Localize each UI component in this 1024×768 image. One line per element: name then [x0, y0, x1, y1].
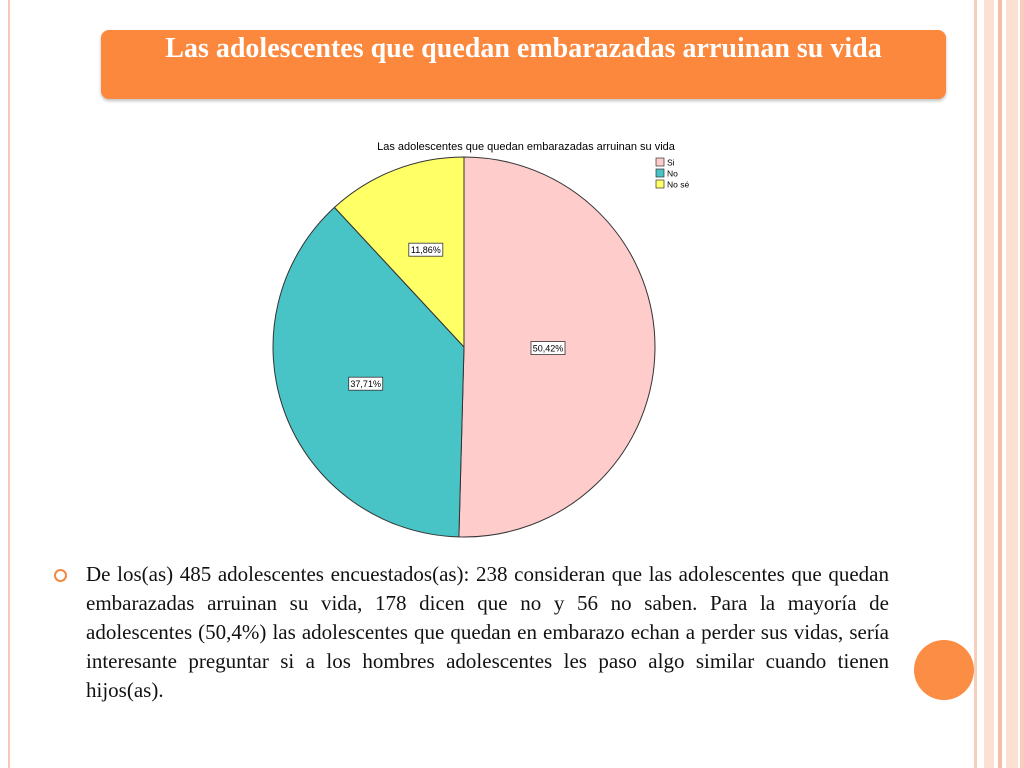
legend-swatch [656, 158, 664, 166]
chart-title: Las adolescentes que quedan embarazadas arruinan su vida [377, 141, 675, 153]
bullet-icon [54, 569, 67, 582]
slide-title: Las adolescentes que quedan embarazadas arruinan su vida [101, 30, 946, 99]
data-label: 37,71% [350, 379, 381, 390]
data-label: 11,86% [410, 245, 441, 256]
pie-slices [273, 157, 655, 537]
data-label: 50,42% [532, 343, 564, 354]
legend-label: No sé [667, 179, 690, 190]
legend-swatch [656, 169, 664, 177]
legend-label: Si [667, 157, 675, 168]
legend-swatch [656, 180, 664, 188]
body-paragraph: De los(as) 485 adolescentes encuestados(as): 238 consideran que las adolescentes que quedan embarazadas arruinan su vida, 178 dicen que no y 56 no saben. Para la mayoría de adolescentes (50,4%) las adolescentes que quedan en embarazo echan a perder sus vidas, sería interesante preguntar si a los hombres adolescentes les paso algo similar cuando tienen hijos(as). [86, 562, 889, 702]
chart-legend [656, 158, 689, 190]
legend-label: No [667, 168, 678, 179]
